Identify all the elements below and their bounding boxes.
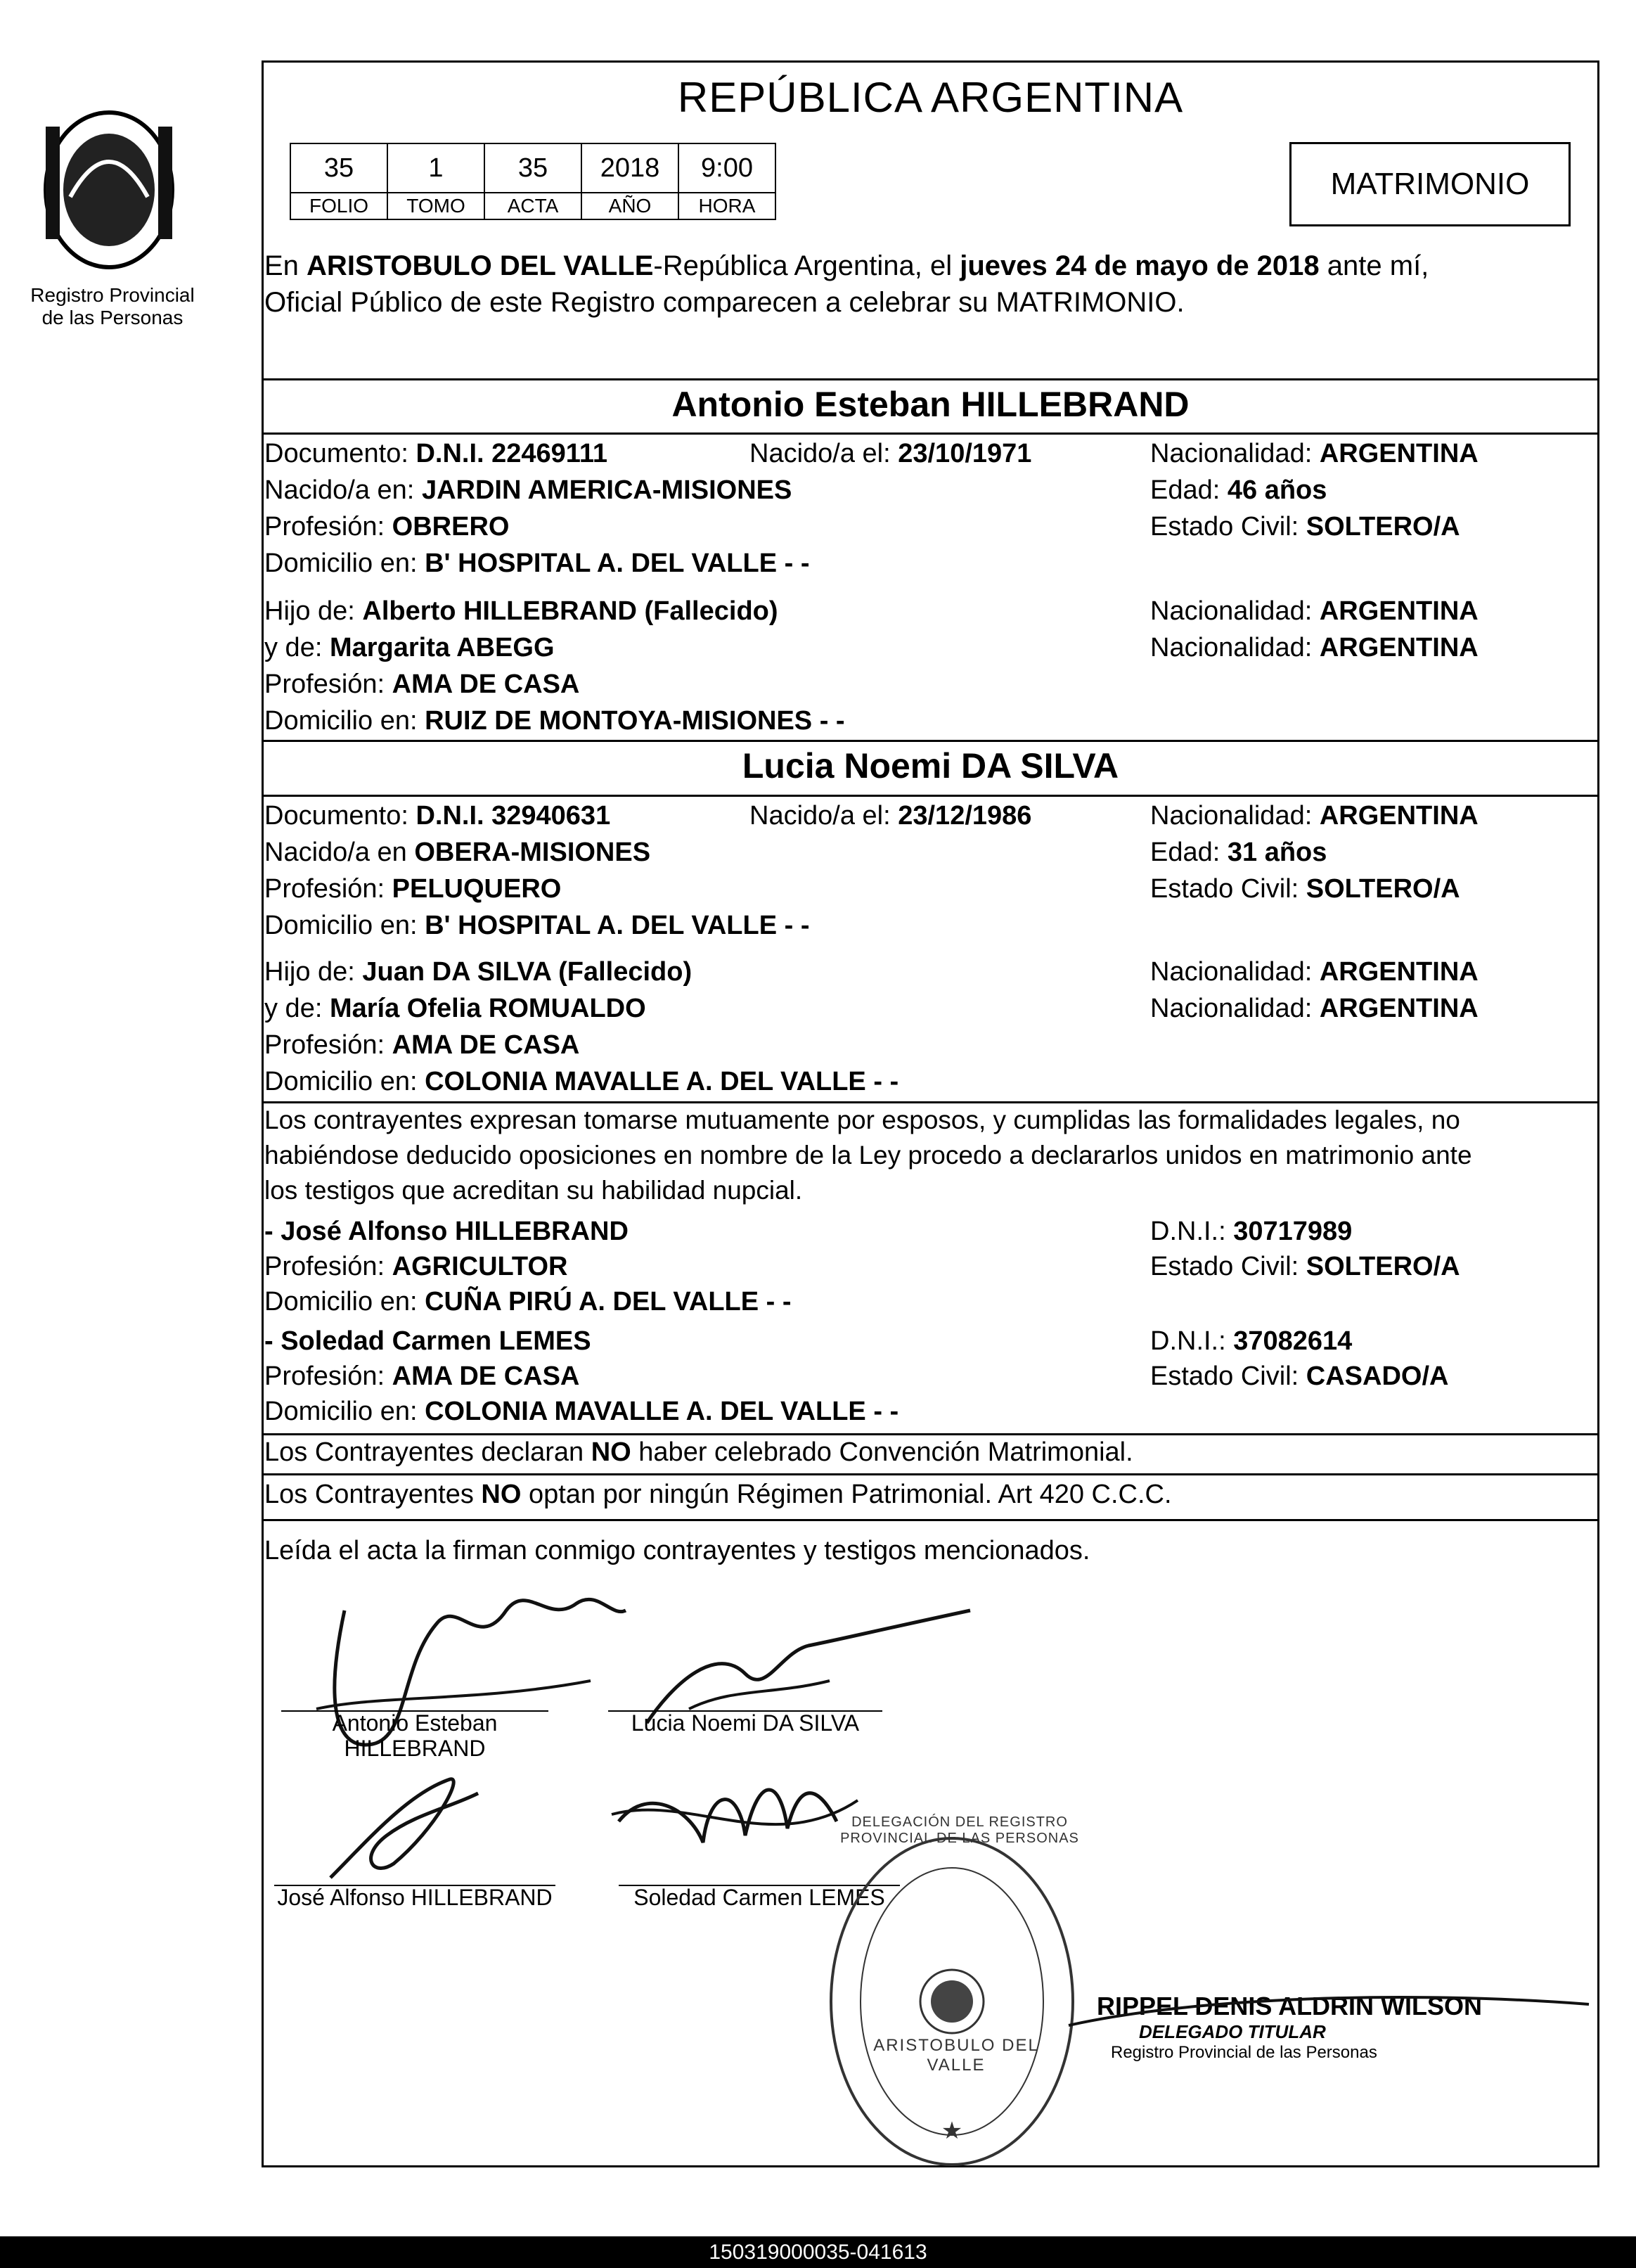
dni-label: D.N.I.: [1150, 1326, 1226, 1356]
official-org: Registro Provincial de las Personas [1111, 2043, 1377, 2062]
regime-text: optan por ningún Régimen Patrimonial. Art 420 C.C.C. [521, 1480, 1172, 1509]
divider [262, 378, 1599, 380]
prof-label: Profesión: [264, 512, 385, 542]
spouse2-prof: PELUQUERO [392, 874, 562, 904]
intro-text-2: -República Argentina, el [653, 250, 960, 281]
prof-label: Profesión: [264, 1252, 385, 1281]
civil-label: Estado Civil: [1150, 1252, 1299, 1281]
spouse2-age: 31 años [1227, 838, 1327, 867]
witness2-dni: 37082614 [1233, 1326, 1353, 1356]
spouse1-civil: SOLTERO/A [1306, 512, 1460, 542]
spouse1-prof: OBRERO [392, 512, 510, 542]
record-meta-table [290, 143, 776, 220]
witness1-name: - José Alfonso HILLEBRAND [264, 1217, 629, 1246]
document-code: 150319000035-041613 [0, 2236, 1636, 2268]
acta-label: ACTA [484, 193, 581, 219]
spouse2-doc: D.N.I. 32940631 [416, 801, 611, 831]
spouse1-parent-address: RUIZ DE MONTOYA-MISIONES - - [425, 706, 845, 736]
mother-label: y de: [264, 633, 323, 662]
convention-no: NO [591, 1437, 631, 1467]
official-signature-scribble [1055, 1983, 1603, 2046]
witness2-address: COLONIA MAVALLE A. DEL VALLE - - [425, 1397, 899, 1426]
born-label: Nacido/a el: [749, 439, 891, 468]
declaration-line-2: habiéndose deducido oposiciones en nombre de la Ley procedo a declararlos unidos en matrimonio ante [264, 1141, 1472, 1170]
svg-text:★: ★ [941, 2118, 963, 2144]
spouse1-parent-prof: AMA DE CASA [392, 669, 580, 699]
spouse2-address: B' HOSPITAL A. DEL VALLE - - [425, 911, 810, 940]
convention-text: haber celebrado Convención Matrimonial. [631, 1437, 1133, 1467]
doc-label: Documento: [264, 439, 408, 468]
dni-label: D.N.I.: [1150, 1217, 1226, 1246]
spouse2-name: Lucia Noemi DA SILVA [742, 746, 1119, 786]
nat-label: Nacionalidad: [1150, 439, 1313, 468]
prof-label: Profesión: [264, 1362, 385, 1391]
registry-line-1: Registro Provincial [30, 284, 195, 306]
spouse1-age: 46 años [1227, 475, 1327, 505]
divider [262, 433, 1599, 435]
spouse1-father-nat: ARGENTINA [1319, 596, 1479, 626]
father-label: Hijo de: [264, 596, 355, 626]
age-label: Edad: [1150, 838, 1220, 867]
province-logo [28, 98, 190, 281]
born-label: Nacido/a el: [749, 801, 891, 831]
doc-label: Documento: [264, 801, 408, 831]
intro-line-2: Oficial Público de este Registro comparecen a celebrar su MATRIMONIO. [264, 287, 1185, 318]
misiones-seal-icon [28, 98, 190, 281]
spouse1-mother-nat: ARGENTINA [1319, 633, 1479, 662]
divider [262, 1473, 1599, 1475]
prof-label: Profesión: [264, 874, 385, 904]
divider [262, 740, 1599, 742]
record-type: MATRIMONIO [1289, 142, 1571, 226]
address-label: Domicilio en: [264, 1067, 418, 1096]
sig1-label [274, 1710, 555, 1761]
country-title: REPÚBLICA ARGENTINA [677, 74, 1184, 121]
tomo-value: 1 [387, 143, 484, 193]
birthplace-label: Nacido/a en: [264, 475, 415, 505]
declaration-line-3: los testigos que acreditan su habilidad nupcial. [264, 1176, 803, 1205]
age-label: Edad: [1150, 475, 1220, 505]
witness1-dni: 30717989 [1233, 1217, 1353, 1246]
tomo-label: TOMO [387, 193, 484, 219]
spouse2-mother: María Ofelia ROMUALDO [329, 994, 646, 1023]
acta-value: 35 [484, 143, 581, 193]
anio-label: AÑO [581, 193, 678, 219]
address-label: Domicilio en: [264, 1287, 418, 1316]
spouse2-birthplace: OBERA-MISIONES [414, 838, 651, 867]
mother-label: y de: [264, 994, 323, 1023]
spouse1-nat: ARGENTINA [1319, 439, 1479, 468]
prof-label: Profesión: [264, 669, 385, 699]
convention-text: Los Contrayentes declaran [264, 1437, 591, 1467]
spouse1-doc: D.N.I. 22469111 [416, 439, 608, 468]
divider [262, 795, 1599, 797]
intro-city: ARISTOBULO DEL VALLE [307, 250, 654, 281]
spouse2-civil: SOLTERO/A [1306, 874, 1460, 904]
spouse2-nat: ARGENTINA [1319, 801, 1479, 831]
spouse1-father: Alberto HILLEBRAND (Fallecido) [362, 596, 778, 626]
address-label: Domicilio en: [264, 549, 418, 578]
spouse2-father-nat: ARGENTINA [1319, 957, 1479, 987]
civil-label: Estado Civil: [1150, 512, 1299, 542]
intro-text-1: En [264, 250, 307, 281]
sig2-label: Lucia Noemi DA SILVA [631, 1710, 860, 1736]
spouse2-born: 23/12/1986 [898, 801, 1032, 831]
declaration-line-1: Los contrayentes expresan tomarse mutuamente por esposos, y cumplidas las formalidades legales, no [264, 1106, 1460, 1134]
hora-value: 9:00 [678, 143, 775, 193]
convention-line-1 [264, 1435, 1133, 1470]
convention-line-2 [264, 1477, 1172, 1512]
father-label: Hijo de: [264, 957, 355, 987]
spouse1-birthplace: JARDIN AMERICA-MISIONES [421, 475, 792, 505]
closing-text: Leída el acta la firman conmigo contrayentes y testigos mencionados. [264, 1536, 1090, 1565]
sig4-label: Soledad Carmen LEMES [633, 1885, 885, 1910]
spouse1-born: 23/10/1971 [898, 439, 1032, 468]
birthplace-label: Nacido/a en [264, 838, 407, 867]
regime-text: Los Contrayentes [264, 1480, 482, 1509]
folio-label: FOLIO [290, 193, 387, 219]
spouse2-father: Juan DA SILVA (Fallecido) [362, 957, 693, 987]
nat-label: Nacionalidad: [1150, 957, 1313, 987]
seal-emblem-icon [832, 1840, 1071, 2163]
spouse2-parent-prof: AMA DE CASA [392, 1030, 580, 1060]
seal-inner-text: ARISTOBULO DEL VALLE [873, 2036, 1039, 2075]
regime-no: NO [481, 1480, 522, 1509]
official-title: DELEGADO TITULAR [1139, 2021, 1326, 2042]
spouse1-mother: Margarita ABEGG [329, 633, 555, 662]
witness1-address: CUÑA PIRÚ A. DEL VALLE - - [425, 1287, 792, 1316]
seal-outer-text: DELEGACIÓN DEL REGISTRO PROVINCIAL DE LAS PERSONAS [840, 1814, 1079, 1846]
witness2-prof: AMA DE CASA [392, 1362, 580, 1391]
intro-date: jueves 24 de mayo de 2018 [960, 250, 1320, 281]
witness2-name: - Soledad Carmen LEMES [264, 1326, 591, 1356]
witness2-civil: CASADO/A [1306, 1362, 1449, 1391]
sig1-label-line1: Antonio Esteban [332, 1710, 498, 1736]
nat-label: Nacionalidad: [1150, 596, 1313, 626]
address-label: Domicilio en: [264, 706, 418, 736]
folio-value: 35 [290, 143, 387, 193]
signature-3-scribble [309, 1765, 492, 1892]
registry-name [7, 284, 218, 329]
address-label: Domicilio en: [264, 1397, 418, 1426]
official-name: RIPPEL DENIS ALDRIN WILSON [1097, 1992, 1483, 2020]
divider [262, 1519, 1599, 1521]
civil-label: Estado Civil: [1150, 1362, 1299, 1391]
signature-4-scribble [605, 1744, 872, 1885]
intro-paragraph [264, 248, 1593, 321]
hora-label: HORA [678, 193, 775, 219]
spouse2-parent-address: COLONIA MAVALLE A. DEL VALLE - - [425, 1067, 899, 1096]
address-label: Domicilio en: [264, 911, 418, 940]
intro-text-3: ante mí, [1319, 250, 1429, 281]
spouse1-address: B' HOSPITAL A. DEL VALLE - - [425, 549, 810, 578]
sig1-label-line2: HILLEBRAND [344, 1736, 486, 1761]
spouse1-name: Antonio Esteban HILLEBRAND [671, 385, 1190, 424]
registry-line-2: de las Personas [41, 307, 183, 328]
nat-label: Nacionalidad: [1150, 801, 1313, 831]
witness1-civil: SOLTERO/A [1306, 1252, 1460, 1281]
anio-value: 2018 [581, 143, 678, 193]
witness1-prof: AGRICULTOR [392, 1252, 568, 1281]
declaration [264, 1103, 1597, 1208]
prof-label: Profesión: [264, 1030, 385, 1060]
civil-label: Estado Civil: [1150, 874, 1299, 904]
spouse2-mother-nat: ARGENTINA [1319, 994, 1479, 1023]
nat-label: Nacionalidad: [1150, 633, 1313, 662]
sig3-label: José Alfonso HILLEBRAND [277, 1885, 553, 1910]
official-seal [830, 1837, 1074, 2166]
nat-label: Nacionalidad: [1150, 994, 1313, 1023]
